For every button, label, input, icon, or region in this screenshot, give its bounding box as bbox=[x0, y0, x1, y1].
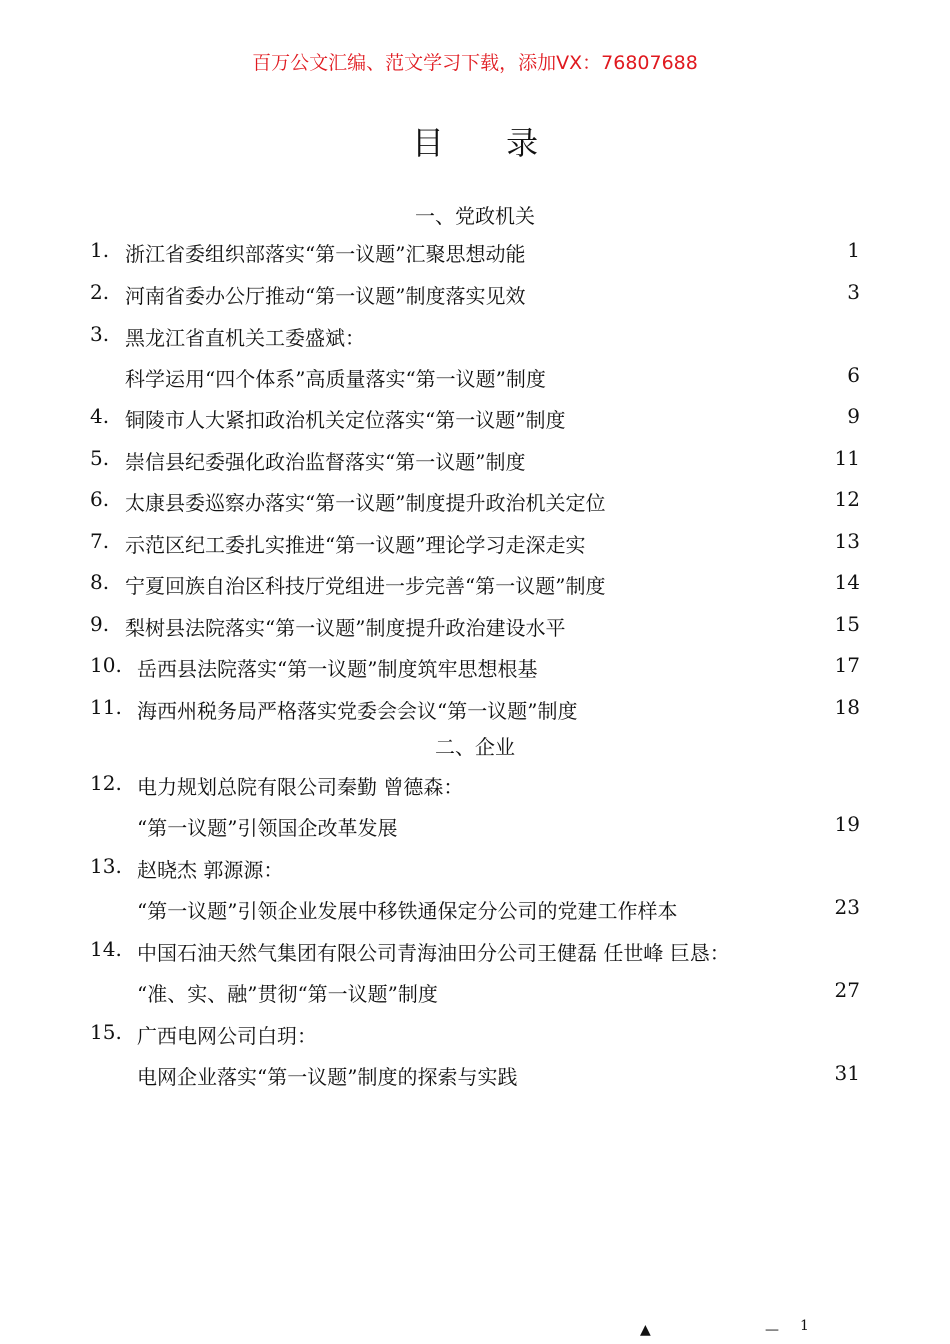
toc-subtitle: “第一议题”引领国企改革发展 bbox=[137, 816, 398, 840]
footer-dash: — bbox=[765, 1322, 779, 1338]
toc-entry[interactable] bbox=[0, 1020, 950, 1050]
toc-entry[interactable] bbox=[0, 446, 950, 476]
toc-number: 15. bbox=[90, 1020, 122, 1044]
watermark-banner: 百万公文汇编、范文学习下载，添加VX：76807688 bbox=[252, 52, 698, 74]
toc-entry-continuation[interactable] bbox=[0, 895, 950, 925]
toc-page: 6 bbox=[847, 363, 860, 387]
toc-number: 9. bbox=[90, 612, 110, 636]
toc-page: 15 bbox=[834, 612, 860, 636]
toc-entry-continuation[interactable] bbox=[0, 978, 950, 1008]
toc-title: 河南省委办公厅推动“第一议题”制度落实见效 bbox=[125, 284, 526, 308]
toc-entry[interactable] bbox=[0, 487, 950, 517]
toc-entry[interactable] bbox=[0, 695, 950, 725]
page-title: 目 录 bbox=[411, 124, 565, 162]
toc-entry[interactable] bbox=[0, 612, 950, 642]
toc-entry[interactable] bbox=[0, 322, 950, 352]
footer-ornament: ▲ bbox=[640, 1322, 651, 1338]
toc-entry[interactable] bbox=[0, 280, 950, 310]
toc-page: 3 bbox=[847, 280, 860, 304]
toc-page: 17 bbox=[834, 653, 860, 677]
toc-title: 崇信县纪委强化政治监督落实“第一议题”制度 bbox=[125, 450, 526, 474]
toc-title: 示范区纪工委扎实推进“第一议题”理论学习走深走实 bbox=[125, 533, 586, 557]
toc-page: 12 bbox=[834, 487, 860, 511]
toc-title: 赵晓杰 郭源源： bbox=[137, 858, 284, 882]
toc-page: 11 bbox=[834, 446, 860, 470]
toc-number: 10. bbox=[90, 653, 122, 677]
toc-number: 7. bbox=[90, 529, 110, 553]
toc-title: 黑龙江省直机关工委盛斌： bbox=[125, 326, 365, 350]
toc-entry[interactable] bbox=[0, 771, 950, 801]
toc-page: 27 bbox=[834, 978, 860, 1002]
toc-number: 12. bbox=[90, 771, 122, 795]
toc-entry-continuation[interactable] bbox=[0, 1061, 950, 1091]
toc-title: 梨树县法院落实“第一议题”制度提升政治建设水平 bbox=[125, 616, 566, 640]
toc-page: 13 bbox=[834, 529, 860, 553]
toc-entry[interactable] bbox=[0, 529, 950, 559]
toc-title: 铜陵市人大紧扣政治机关定位落实“第一议题”制度 bbox=[125, 408, 566, 432]
toc-title: 广西电网公司白玥： bbox=[137, 1024, 317, 1048]
toc-title: 中国石油天然气集团有限公司青海油田分公司王健磊 任世峰 巨恳： bbox=[137, 941, 730, 965]
toc-entry[interactable] bbox=[0, 653, 950, 683]
toc-title: 岳西县法院落实“第一议题”制度筑牢思想根基 bbox=[137, 657, 538, 681]
toc-entry[interactable] bbox=[0, 238, 950, 268]
toc-number: 14. bbox=[90, 937, 122, 961]
toc-number: 11. bbox=[90, 695, 122, 719]
toc-number: 8. bbox=[90, 570, 110, 594]
toc-page: 1 bbox=[847, 238, 860, 262]
toc-entry[interactable] bbox=[0, 854, 950, 884]
toc-title: 宁夏回族自治区科技厅党组进一步完善“第一议题”制度 bbox=[125, 574, 606, 598]
section-heading-government: 一、党政机关 bbox=[415, 204, 535, 228]
toc-page: 9 bbox=[847, 404, 860, 428]
toc-entry[interactable] bbox=[0, 937, 950, 967]
toc-number: 6. bbox=[90, 487, 110, 511]
toc-title: 电力规划总院有限公司秦勤 曾德森： bbox=[137, 775, 464, 799]
toc-page: 14 bbox=[834, 570, 860, 594]
toc-page: 19 bbox=[834, 812, 860, 836]
toc-page: 18 bbox=[834, 695, 860, 719]
section-heading-enterprise: 二、企业 bbox=[435, 735, 515, 759]
toc-page: 23 bbox=[834, 895, 860, 919]
toc-entry[interactable] bbox=[0, 570, 950, 600]
toc-entry[interactable] bbox=[0, 404, 950, 434]
toc-title: 浙江省委组织部落实“第一议题”汇聚思想动能 bbox=[125, 242, 526, 266]
toc-number: 3. bbox=[90, 322, 110, 346]
toc-subtitle: 科学运用“四个体系”高质量落实“第一议题”制度 bbox=[125, 367, 546, 391]
toc-number: 4. bbox=[90, 404, 110, 428]
toc-entry-continuation[interactable] bbox=[0, 363, 950, 393]
toc-subtitle: “第一议题”引领企业发展中移铁通保定分公司的党建工作样本 bbox=[137, 899, 678, 923]
toc-title: 太康县委巡察办落实“第一议题”制度提升政治机关定位 bbox=[125, 491, 606, 515]
toc-subtitle: “准、实、融”贯彻“第一议题”制度 bbox=[137, 982, 438, 1006]
toc-title: 海西州税务局严格落实党委会会议“第一议题”制度 bbox=[137, 699, 578, 723]
toc-page: 31 bbox=[834, 1061, 860, 1085]
toc-number: 1. bbox=[90, 238, 110, 262]
page-number: 1 bbox=[800, 1318, 809, 1334]
toc-entry-continuation[interactable] bbox=[0, 812, 950, 842]
toc-number: 5. bbox=[90, 446, 110, 470]
toc-subtitle: 电网企业落实“第一议题”制度的探索与实践 bbox=[137, 1065, 518, 1089]
toc-number: 2. bbox=[90, 280, 110, 304]
toc-number: 13. bbox=[90, 854, 122, 878]
